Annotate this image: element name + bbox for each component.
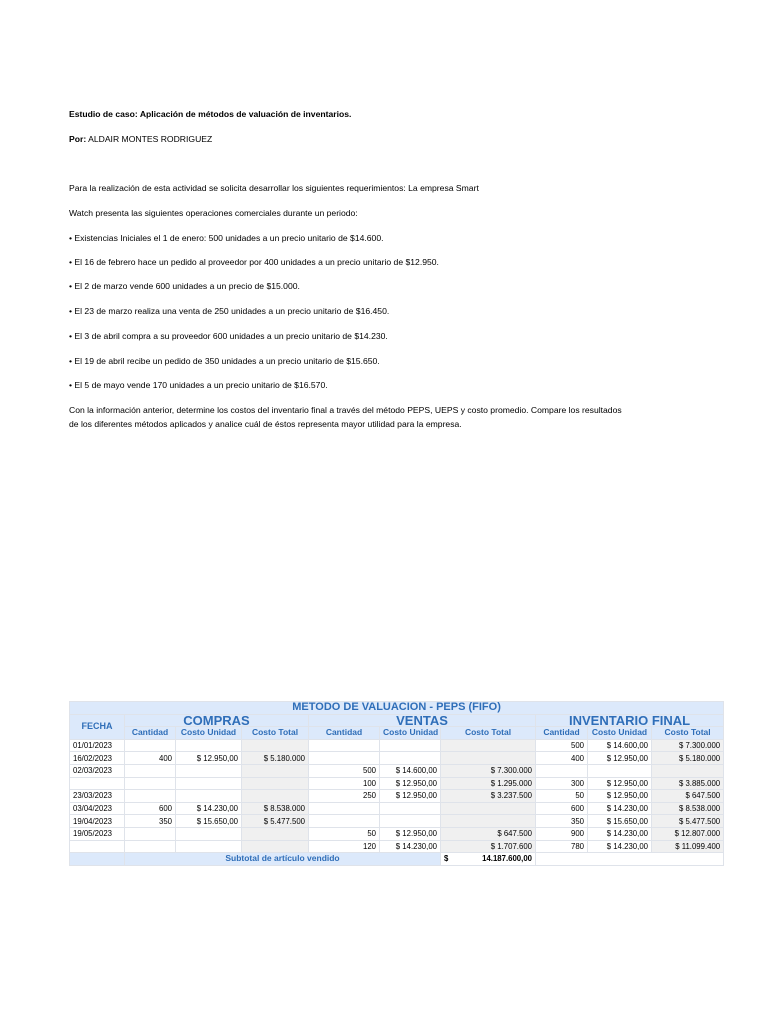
table-row <box>70 827 724 840</box>
fecha-header: FECHA <box>70 714 125 739</box>
compras-cantidad-cell <box>125 827 176 840</box>
bullet-1: • Existencias Iniciales el 1 de enero: 500 unidades a un precio unitario de $14.600. <box>69 233 384 243</box>
bullet-7: • El 5 de mayo vende 170 unidades a un precio unitario de $16.570. <box>69 380 328 390</box>
compras-costo-unidad-cell <box>176 790 242 803</box>
intro-line-2: Watch presenta las siguientes operaciones comerciales durante un periodo: <box>69 208 358 218</box>
compras-cantidad-cell <box>125 739 176 752</box>
inventario-costo-unidad-cell: $ 12.950,00 <box>588 752 652 765</box>
ventas-costo-total-cell: $ 1.295.000 <box>441 777 536 790</box>
inventario-cantidad-header: Cantidad <box>536 727 588 740</box>
ventas-costo-unidad-cell <box>380 815 441 828</box>
compras-costo-total-cell: $ 5.180.000 <box>242 752 309 765</box>
compras-costo-unidad-cell: $ 15.650,00 <box>176 815 242 828</box>
compras-header: COMPRAS <box>125 714 309 727</box>
table-row <box>70 777 724 790</box>
compras-cantidad-cell <box>125 840 176 853</box>
closing-line-2: de los diferentes métodos aplicados y analice cuál de éstos representa mayor utilidad para la empresa. <box>69 419 462 429</box>
ventas-costo-unidad-cell <box>380 752 441 765</box>
inventario-costo-total-cell: $ 7.300.000 <box>652 739 724 752</box>
ventas-costo-unidad-cell: $ 12.950,00 <box>380 827 441 840</box>
compras-costo-total-cell: $ 8.538.000 <box>242 802 309 815</box>
ventas-header: VENTAS <box>309 714 536 727</box>
fecha-cell <box>70 840 125 853</box>
compras-cantidad-cell: 400 <box>125 752 176 765</box>
ventas-costo-total-cell <box>441 815 536 828</box>
inventario-costo-total-cell: $ 3.885.000 <box>652 777 724 790</box>
table-row <box>70 840 724 853</box>
table-row <box>70 790 724 803</box>
fifo-table-body <box>70 739 724 852</box>
fecha-cell: 23/03/2023 <box>70 790 125 803</box>
ventas-costo-total-cell: $ 3.237.500 <box>441 790 536 803</box>
compras-cantidad-cell <box>125 790 176 803</box>
fifo-valuation-table <box>69 701 723 866</box>
ventas-cantidad-header: Cantidad <box>309 727 380 740</box>
bullet-4: • El 23 de marzo realiza una venta de 250 unidades a un precio unitario de $16.450. <box>69 306 390 316</box>
ventas-costo-unidad-header: Costo Unidad <box>380 727 441 740</box>
subtotal-label: Subtotal de artículo vendido <box>125 853 441 866</box>
inventario-cantidad-cell: 50 <box>536 790 588 803</box>
inventario-costo-total-cell: $ 8.538.000 <box>652 802 724 815</box>
inventario-costo-unidad-header: Costo Unidad <box>588 727 652 740</box>
ventas-costo-unidad-cell: $ 12.950,00 <box>380 777 441 790</box>
compras-costo-total-cell <box>242 739 309 752</box>
inventario-cantidad-cell: 400 <box>536 752 588 765</box>
compras-costo-total-cell <box>242 790 309 803</box>
subtotal-spacer <box>70 853 125 866</box>
table-title: METODO DE VALUACION - PEPS (FIFO) <box>70 702 724 715</box>
compras-costo-unidad-cell <box>176 764 242 777</box>
inventario-costo-total-cell: $ 12.807.000 <box>652 827 724 840</box>
inventario-costo-unidad-cell: $ 12.950,00 <box>588 790 652 803</box>
bullet-2: • El 16 de febrero hace un pedido al proveedor por 400 unidades a un precio unitario de $12.950. <box>69 257 439 267</box>
inventario-cantidad-cell: 350 <box>536 815 588 828</box>
compras-costo-unidad-cell <box>176 827 242 840</box>
compras-costo-unidad-cell <box>176 739 242 752</box>
inventario-cantidad-cell: 900 <box>536 827 588 840</box>
inventario-costo-total-cell: $ 5.180.000 <box>652 752 724 765</box>
fecha-cell: 03/04/2023 <box>70 802 125 815</box>
ventas-cantidad-cell: 120 <box>309 840 380 853</box>
inventario-costo-unidad-cell: $ 14.600,00 <box>588 739 652 752</box>
compras-costo-total-cell <box>242 777 309 790</box>
compras-costo-unidad-header: Costo Unidad <box>176 727 242 740</box>
compras-cantidad-cell <box>125 764 176 777</box>
compras-costo-unidad-cell: $ 12.950,00 <box>176 752 242 765</box>
inventario-cantidad-cell: 300 <box>536 777 588 790</box>
ventas-costo-total-cell <box>441 752 536 765</box>
inventario-costo-total-cell <box>652 764 724 777</box>
inventario-cantidad-cell: 780 <box>536 840 588 853</box>
author-label: Por: <box>69 134 87 144</box>
table-row <box>70 764 724 777</box>
ventas-cantidad-cell <box>309 802 380 815</box>
ventas-costo-total-cell: $ 1.707.600 <box>441 840 536 853</box>
ventas-cantidad-cell <box>309 739 380 752</box>
compras-costo-total-cell <box>242 840 309 853</box>
inventario-costo-unidad-cell: $ 12.950,00 <box>588 777 652 790</box>
ventas-cantidad-cell <box>309 752 380 765</box>
fecha-cell <box>70 777 125 790</box>
inventario-costo-total-cell: $ 5.477.500 <box>652 815 724 828</box>
table-row <box>70 739 724 752</box>
ventas-costo-unidad-cell <box>380 802 441 815</box>
compras-costo-unidad-cell: $ 14.230,00 <box>176 802 242 815</box>
ventas-costo-unidad-cell: $ 14.230,00 <box>380 840 441 853</box>
compras-costo-total-header: Costo Total <box>242 727 309 740</box>
inventario-costo-unidad-cell: $ 15.650,00 <box>588 815 652 828</box>
inventario-costo-unidad-cell: $ 14.230,00 <box>588 802 652 815</box>
inventario-costo-unidad-cell: $ 14.230,00 <box>588 840 652 853</box>
compras-cantidad-cell: 600 <box>125 802 176 815</box>
document-title-text: Estudio de caso: Aplicación de métodos de valuación de inventarios. <box>69 109 352 119</box>
inventario-costo-total-cell: $ 11.099.400 <box>652 840 724 853</box>
intro-line-1: Para la realización de esta actividad se solicita desarrollar los siguientes requerimientos: La empresa Smart <box>69 183 479 193</box>
document-title <box>69 108 351 120</box>
bullet-6: • El 19 de abril recibe un pedido de 350 unidades a un precio unitario de $15.650. <box>69 356 380 366</box>
ventas-costo-unidad-cell <box>380 739 441 752</box>
inventario-cantidad-cell: 500 <box>536 739 588 752</box>
table-row <box>70 752 724 765</box>
fecha-cell: 19/05/2023 <box>70 827 125 840</box>
ventas-costo-total-cell: $ 7.300.000 <box>441 764 536 777</box>
ventas-costo-unidad-cell: $ 12.950,00 <box>380 790 441 803</box>
compras-costo-unidad-cell <box>176 777 242 790</box>
closing-line-1: Con la información anterior, determine los costos del inventario final a través del método PEPS, UEPS y costo promedio. Compare los resultados <box>69 405 622 415</box>
compras-cantidad-cell: 350 <box>125 815 176 828</box>
inventario-cantidad-cell: 600 <box>536 802 588 815</box>
fifo-table <box>69 701 724 866</box>
compras-costo-total-cell <box>242 764 309 777</box>
fecha-cell: 02/03/2023 <box>70 764 125 777</box>
compras-cantidad-header: Cantidad <box>125 727 176 740</box>
subtotal-value <box>441 853 536 866</box>
ventas-cantidad-cell: 500 <box>309 764 380 777</box>
bullet-3: • El 2 de marzo vende 600 unidades a un precio de $15.000. <box>69 281 300 291</box>
ventas-cantidad-cell: 250 <box>309 790 380 803</box>
ventas-cantidad-cell: 100 <box>309 777 380 790</box>
compras-costo-total-cell <box>242 827 309 840</box>
inventario-costo-total-header: Costo Total <box>652 727 724 740</box>
subtotal-empty <box>536 853 724 866</box>
inventario-costo-unidad-cell <box>588 764 652 777</box>
table-row <box>70 802 724 815</box>
fecha-cell: 16/02/2023 <box>70 752 125 765</box>
ventas-cantidad-cell: 50 <box>309 827 380 840</box>
ventas-costo-total-cell: $ 647.500 <box>441 827 536 840</box>
fecha-cell: 19/04/2023 <box>70 815 125 828</box>
table-row <box>70 815 724 828</box>
inventario-costo-unidad-cell: $ 14.230,00 <box>588 827 652 840</box>
ventas-cantidad-cell <box>309 815 380 828</box>
subtotal-amount: 14.187.600,00 <box>482 854 532 864</box>
inventario-costo-total-cell: $ 647.500 <box>652 790 724 803</box>
author-line <box>69 133 212 145</box>
fecha-cell: 01/01/2023 <box>70 739 125 752</box>
ventas-costo-total-cell <box>441 802 536 815</box>
compras-costo-total-cell: $ 5.477.500 <box>242 815 309 828</box>
ventas-costo-unidad-cell: $ 14.600,00 <box>380 764 441 777</box>
author-name: ALDAIR MONTES RODRIGUEZ <box>88 134 213 144</box>
inventario-cantidad-cell <box>536 764 588 777</box>
compras-costo-unidad-cell <box>176 840 242 853</box>
ventas-costo-total-cell <box>441 739 536 752</box>
compras-cantidad-cell <box>125 777 176 790</box>
subtotal-currency: $ <box>444 854 449 864</box>
inventario-final-header: INVENTARIO FINAL <box>536 714 724 727</box>
ventas-costo-total-header: Costo Total <box>441 727 536 740</box>
bullet-5: • El 3 de abril compra a su proveedor 600 unidades a un precio unitario de $14.230. <box>69 331 388 341</box>
